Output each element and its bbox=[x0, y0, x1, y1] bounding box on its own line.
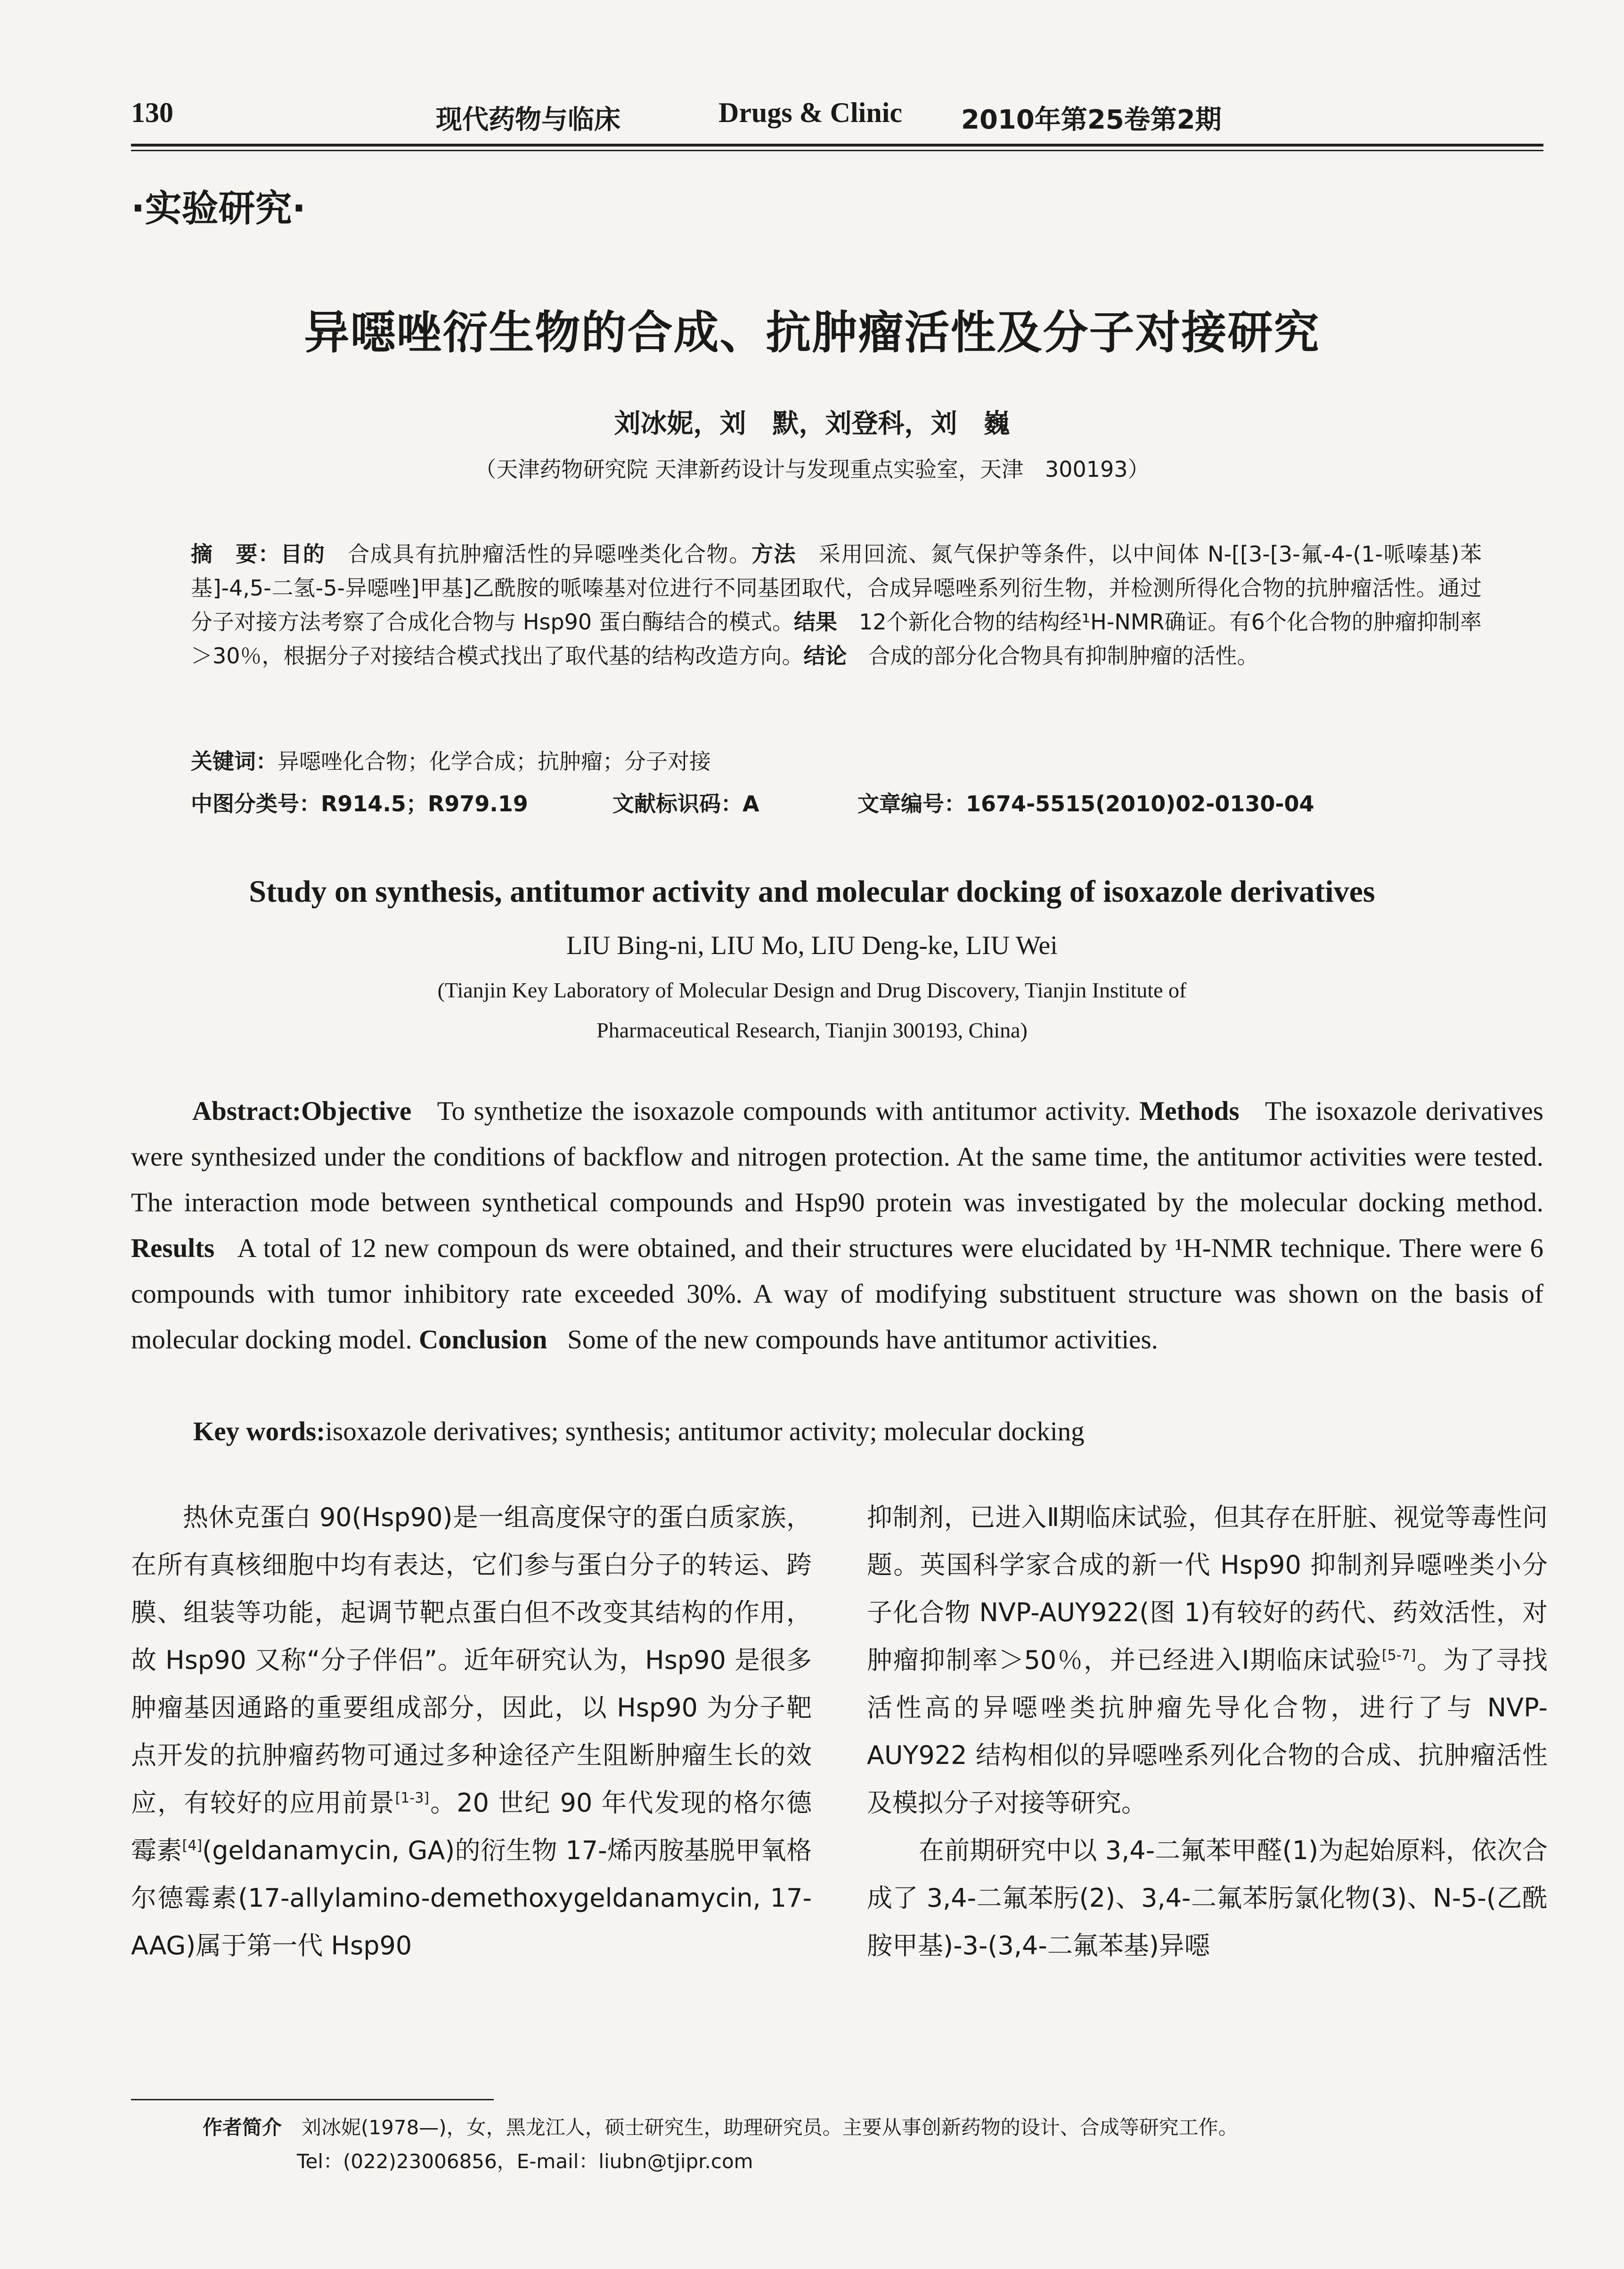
body-column-right bbox=[867, 1494, 1548, 1969]
body-paragraph bbox=[867, 1827, 1548, 1969]
header-rule-thick bbox=[131, 144, 1543, 147]
abstract-en-conclusion-label: Conclusion bbox=[419, 1325, 547, 1355]
abstract-cn-objective: 合成具有抗肿瘤活性的异噁唑类化合物。 bbox=[348, 541, 751, 567]
abstract-cn-methods: 采用回流、氮气保护等条件，以中间体 N-[[3-[3-氟-4-(1-哌嗪基)苯基]-4,5-二氢-5-异噁唑]甲基]乙酰胺的哌嗪基对位进行不同基团取代，合成异噁唑系列衍生物，并检测所得化合物的抗肿瘤活性。通过分子对接方法考察了合成化合物与 Hsp90 蛋白酶结合的模式。 bbox=[191, 541, 1482, 635]
abstract-en-conclusion: Some of the new compounds have antitumor activities. bbox=[567, 1325, 1158, 1355]
abstract-en-methods-label: Methods bbox=[1139, 1096, 1240, 1126]
abstract-en-methods: The isoxazole derivatives were synthesized under the conditions of backflow and nitrogen protection. At the same time, the antitumor activities were tested. The interaction mode between synthetical compounds and Hsp90 protein was investigated by the molecular docking method. bbox=[131, 1096, 1543, 1217]
article-number: 文章编号：1674-5515(2010)02-0130-04 bbox=[857, 791, 1314, 816]
header-rule-thin bbox=[131, 150, 1543, 151]
keywords-cn bbox=[191, 744, 1482, 778]
abstract-cn bbox=[191, 537, 1482, 673]
footnote-text: 刘冰妮(1978—)，女，黑龙江人，硕士研究生，助理研究员。主要从事创新药物的设计、合成等研究工作。 bbox=[302, 2116, 1238, 2139]
affiliation-en-line2: Pharmaceutical Research, Tianjin 300193, China) bbox=[596, 1018, 1028, 1042]
abstract-cn-conclusion-label: 结论 bbox=[803, 643, 847, 669]
page-number: 130 bbox=[131, 97, 173, 128]
affiliation-en-line1: (Tianjin Key Laboratory of Molecular Design and Drug Discovery, Tianjin Institute of bbox=[437, 978, 1187, 1002]
abstract-en-objective: To synthetize the isoxazole compounds with antitumor activity. bbox=[437, 1096, 1131, 1126]
citation-ref: [4] bbox=[182, 1837, 203, 1854]
body-paragraph bbox=[867, 1494, 1548, 1827]
footnote-contact: Tel：(022)23006856，E-mail：liubn@tjipr.com bbox=[297, 2150, 753, 2173]
footnote-label: 作者简介 bbox=[203, 2116, 282, 2139]
abstract-en-results: A total of 12 new compoun ds were obtained, and their structures were elucidated by ¹H-NMR technique. There were 6 compounds with tumor inhibitory rate exceeded 30%. A way of modifying substituent structure was shown on the basis of molecular docking model. bbox=[131, 1233, 1544, 1355]
authors-en: LIU Bing-ni, LIU Mo, LIU Deng-ke, LIU Wei bbox=[566, 931, 1058, 960]
body-text: 在前期研究中以 3,4-二氟苯甲醛(1)为起始原料，依次合成了 3,4-二氟苯肟(2)、3,4-二氟苯肟氯化物(3)、N-5-(乙酰胺甲基)-3-(3,4-二氟苯基)异噁 bbox=[867, 1836, 1548, 1960]
citation-ref: [5-7] bbox=[1382, 1647, 1416, 1664]
body-text: (geldanamycin, GA)的衍生物 17-烯丙胺基脱甲氧格尔德霉素(17-allylamino-demethoxygeldanamycin, 17-AAG)属于第一代 Hsp90 bbox=[131, 1836, 812, 1960]
body-text: 抑制剂，已进入Ⅱ期临床试验，但其存在肝脏、视觉等毒性问题。英国科学家合成的新一代 Hsp90 抑制剂异噁唑类小分子化合物 NVP-AUY922(图 1)有较好的药代、药效活性，对肿瘤抑制率＞50％，并已经进入Ⅰ期临床试验 bbox=[867, 1502, 1548, 1675]
clc-number: 中图分类号：R914.5；R979.19 bbox=[191, 791, 528, 816]
footnote-rule bbox=[131, 2099, 494, 2100]
abstract-en-label: Abstract: bbox=[192, 1096, 302, 1126]
issue-label: 2010年第25卷第2期 bbox=[961, 105, 1222, 135]
keywords-en bbox=[193, 1409, 1543, 1454]
abstract-cn-results: 12个新化合物的结构经¹H-NMR确证。有6个化合物的肿瘤抑制率＞30％，根据分子对接结合模式找出了取代基的结构改造方向。 bbox=[191, 609, 1482, 669]
body-paragraph bbox=[131, 1494, 812, 1969]
abstract-cn-label: 摘 要： bbox=[191, 541, 281, 567]
abstract-cn-methods-label: 方法 bbox=[751, 541, 797, 567]
abstract-cn-results-label: 结果 bbox=[794, 609, 838, 635]
abstract-en bbox=[131, 1088, 1543, 1363]
body-column-left bbox=[131, 1494, 812, 1969]
authors-cn: 刘冰妮，刘 默，刘登科，刘 巍 bbox=[614, 408, 1010, 439]
abstract-cn-objective-label: 目的 bbox=[280, 541, 326, 567]
article-title-en: Study on synthesis, antitumor activity and molecular docking of isoxazole derivatives bbox=[249, 874, 1375, 909]
author-footnote bbox=[203, 2111, 1475, 2179]
keywords-en-text: isoxazole derivatives; synthesis; antitumor activity; molecular docking bbox=[325, 1417, 1085, 1446]
article-title-cn: 异噁唑衍生物的合成、抗肿瘤活性及分子对接研究 bbox=[304, 306, 1320, 359]
keywords-cn-label: 关键词： bbox=[191, 749, 277, 774]
document-code: 文献标识码：A bbox=[612, 791, 759, 816]
keywords-cn-text: 异噁唑化合物；化学合成；抗肿瘤；分子对接 bbox=[277, 749, 711, 774]
section-tag: ·实验研究· bbox=[131, 188, 306, 230]
body-text: 。为了寻找活性高的异噁唑类抗肿瘤先导化合物，进行了与 NVP-AUY922 结构相似的异噁唑系列化合物的合成、抗肿瘤活性及模拟分子对接等研究。 bbox=[867, 1645, 1548, 1818]
keywords-en-label: Key words: bbox=[193, 1417, 326, 1446]
journal-name-en: Drugs & Clinic bbox=[718, 97, 902, 128]
abstract-en-results-label: Results bbox=[131, 1233, 215, 1263]
body-text: 热休克蛋白 90(Hsp90)是一组高度保守的蛋白质家族，在所有真核细胞中均有表达，它们参与蛋白分子的转运、跨膜、组装等功能，起调节靶点蛋白但不改变其结构的作用，故 Hsp90 又称“分子伴侣”。近年研究认为，Hsp90 是很多肿瘤基因通路的重要组成部分，因此，以 Hsp90 为分子靶点开发的抗肿瘤药物可通过多种途径产生阻断肿瘤生长的效应，有较好的应用前景 bbox=[131, 1502, 812, 1818]
journal-name-cn: 现代药物与临床 bbox=[436, 105, 620, 135]
affiliation-cn: （天津药物研究院 天津新药设计与发现重点实验室，天津 300193） bbox=[474, 457, 1150, 482]
abstract-en-objective-label: Objective bbox=[301, 1096, 412, 1126]
citation-ref: [1-3] bbox=[395, 1790, 430, 1806]
abstract-cn-conclusion: 合成的部分化合物具有抑制肿瘤的活性。 bbox=[868, 643, 1259, 669]
body-text: 。20 世纪 90 年代发现的格尔德霉素 bbox=[131, 1788, 812, 1865]
